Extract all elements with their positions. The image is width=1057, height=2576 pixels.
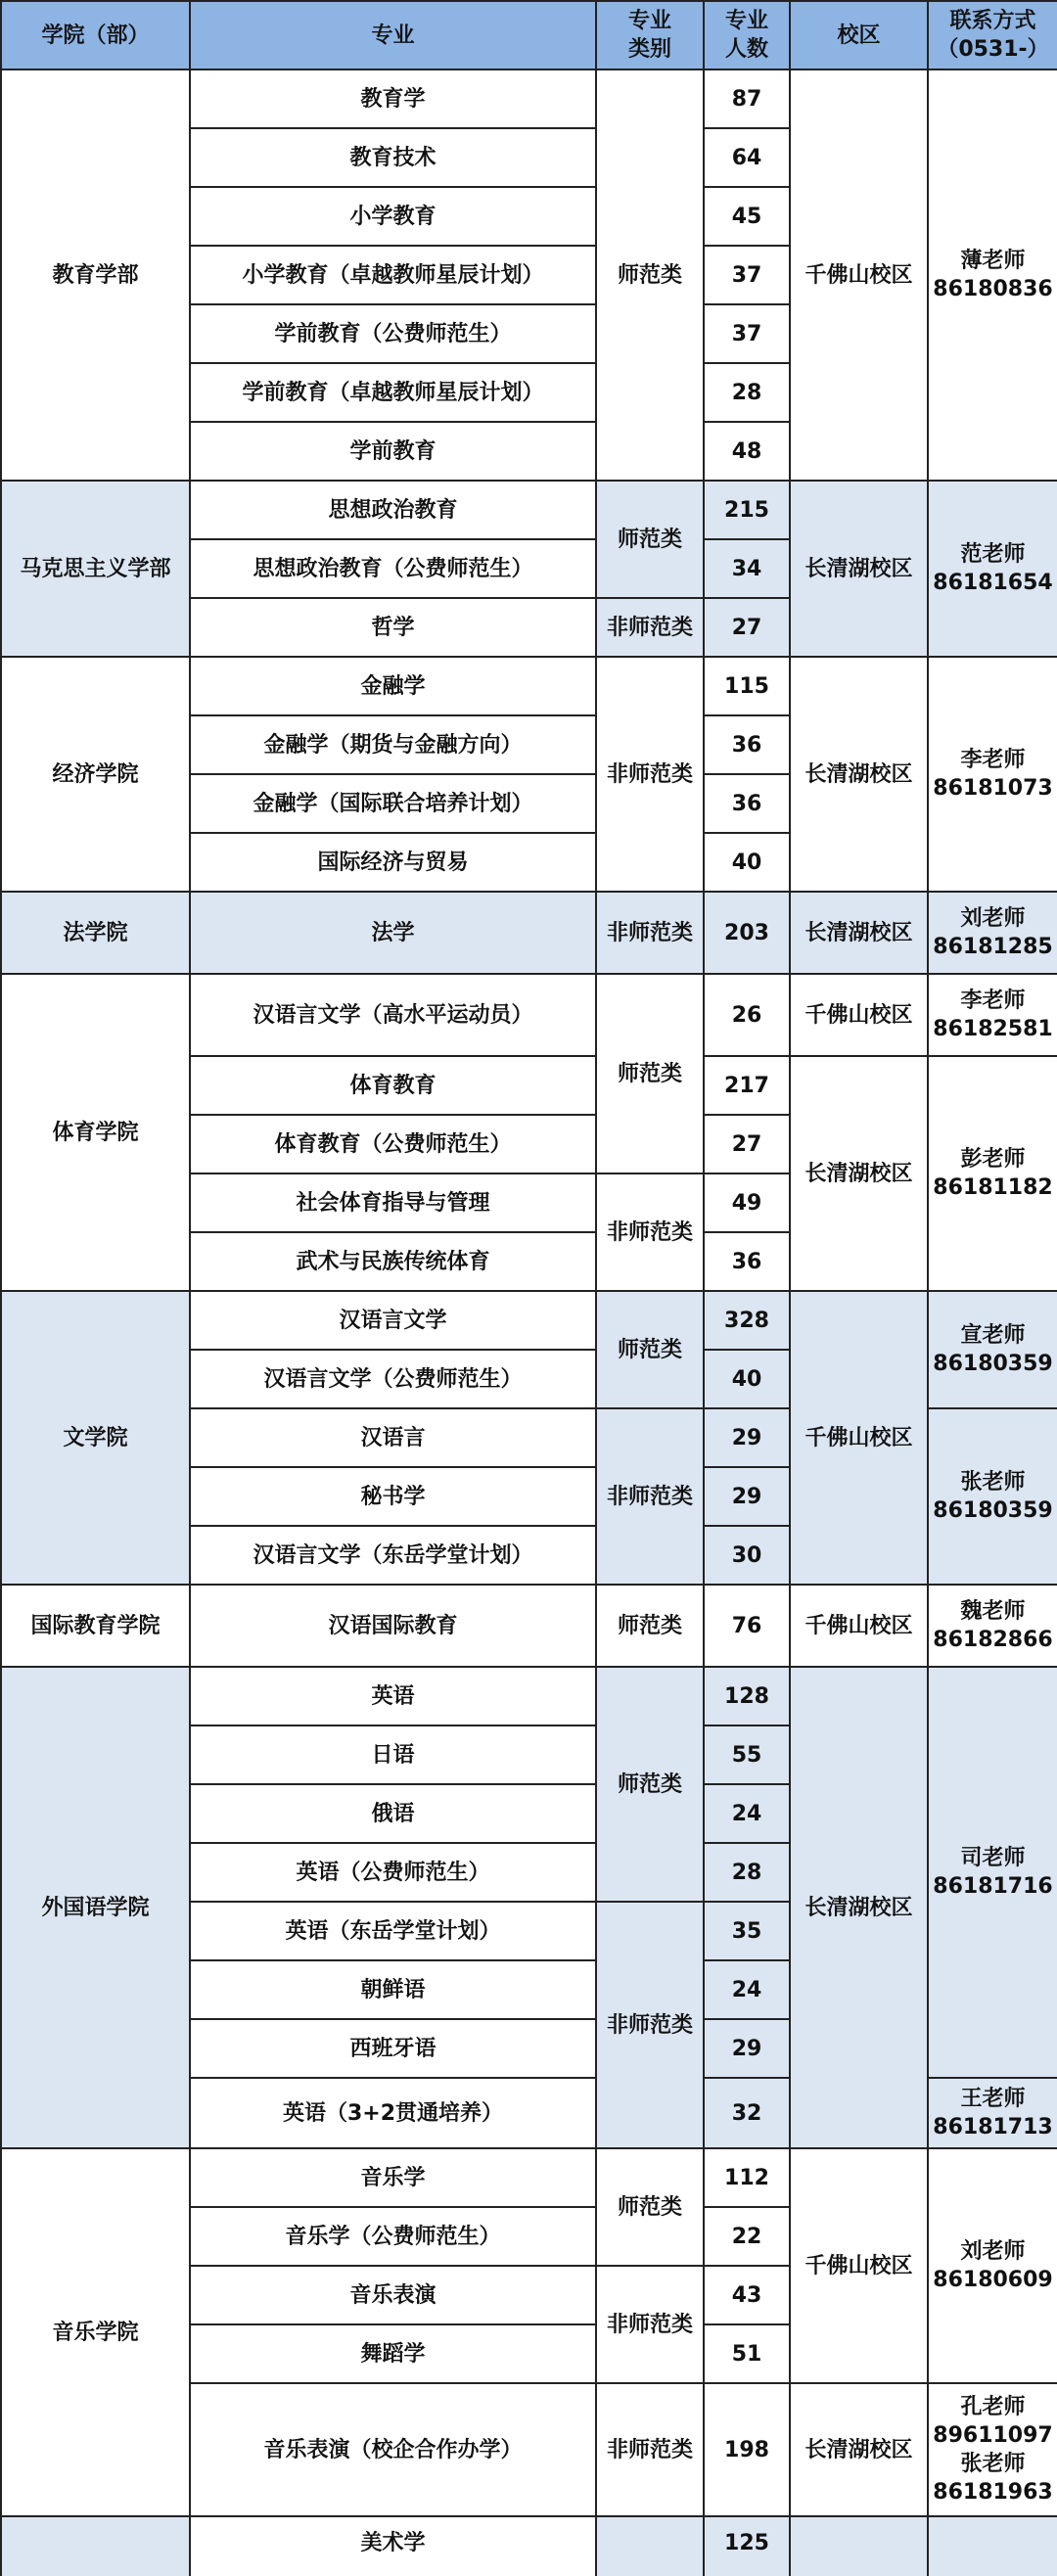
count-cell: 55 [704,1725,790,1784]
campus-cell: 长清湖校区 [790,1667,928,2148]
major-cell: 汉语言文学 [190,1291,596,1350]
count-cell: 37 [704,246,790,304]
count-cell: 45 [704,187,790,246]
college-cell: 马克思主义学部 [1,481,190,657]
count-cell: 36 [704,1232,790,1291]
contact-cell: 刘老师 86180609 [928,2148,1057,2383]
category-cell: 师范类 [596,1667,704,1902]
table-row [1,1585,1057,1667]
count-cell: 64 [704,128,790,187]
header-row [1,1,1057,69]
major-cell: 美术学 [190,2516,596,2576]
group-education [1,69,1057,481]
count-cell: 40 [704,1350,790,1408]
major-cell: 思想政治教育 [190,481,596,539]
major-cell: 教育技术 [190,128,596,187]
contact-cell: 宣老师 86180359 [928,1291,1057,1408]
contact-cell: 孔老师 89611097 张老师 86181963 [928,2383,1057,2516]
campus-cell: 千佛山校区 [790,2148,928,2383]
category-cell [596,2516,704,2576]
table-row [1,2516,1057,2576]
major-cell: 英语（3+2贯通培养） [190,2078,596,2148]
campus-cell: 千佛山校区 [790,69,928,481]
major-cell: 音乐表演（校企合作办学） [190,2383,596,2516]
group-literature [1,1291,1057,1585]
major-cell: 金融学 [190,657,596,715]
campus-cell: 长清湖校区 [790,481,928,657]
major-cell: 俄语 [190,1784,596,1843]
table-row [1,69,1057,128]
campus-cell: 长清湖校区 [790,1056,928,1291]
header-major: 专业 [190,1,596,69]
header-category: 专业 类别 [596,1,704,69]
major-cell: 学前教育（公费师范生） [190,304,596,363]
count-cell: 115 [704,657,790,715]
count-cell: 32 [704,2078,790,2148]
group-economics [1,657,1057,892]
college-cell: 外国语学院 [1,1667,190,2148]
campus-cell: 千佛山校区 [790,974,928,1056]
category-cell: 师范类 [596,1585,704,1667]
count-cell: 87 [704,69,790,128]
major-cell: 哲学 [190,598,596,657]
major-cell: 日语 [190,1725,596,1784]
contact-cell: 司老师 86181716 [928,1667,1057,2078]
major-cell: 金融学（期货与金融方向） [190,715,596,774]
count-cell: 217 [704,1056,790,1115]
table-row [1,2148,1057,2207]
category-cell: 师范类 [596,481,704,598]
major-cell: 音乐学 [190,2148,596,2207]
count-cell: 29 [704,1467,790,1526]
major-cell: 西班牙语 [190,2019,596,2078]
count-cell: 24 [704,1960,790,2019]
major-cell: 舞蹈学 [190,2324,596,2383]
campus-cell: 千佛山校区 [790,1585,928,1667]
group-international [1,1585,1057,1667]
count-cell: 125 [704,2516,790,2576]
campus-cell: 千佛山校区 [790,1291,928,1585]
college-cell: 音乐学院 [1,2148,190,2516]
category-cell: 师范类 [596,69,704,481]
category-cell: 师范类 [596,2148,704,2266]
contact-cell: 魏老师 86182866 [928,1585,1057,1667]
group-law [1,892,1057,974]
count-cell: 35 [704,1902,790,1960]
category-cell: 非师范类 [596,892,704,974]
count-cell: 40 [704,833,790,892]
category-cell: 师范类 [596,1291,704,1408]
major-cell: 英语（公费师范生） [190,1843,596,1902]
group-music [1,2148,1057,2516]
header-college: 学院（部） [1,1,190,69]
table-row [1,892,1057,974]
count-cell: 48 [704,422,790,481]
major-cell: 英语 [190,1667,596,1725]
table-row [1,974,1057,1056]
major-cell: 体育教育 [190,1056,596,1115]
category-cell: 师范类 [596,974,704,1173]
college-cell: 文学院 [1,1291,190,1585]
header-campus: 校区 [790,1,928,69]
contact-cell: 薄老师 86180836 [928,69,1057,481]
major-cell: 小学教育（卓越教师星辰计划） [190,246,596,304]
header-contact: 联系方式 （0531-） [928,1,1057,69]
header-count: 专业 人数 [704,1,790,69]
contact-cell: 李老师 86181073 [928,657,1057,892]
count-cell: 29 [704,2019,790,2078]
college-cell: 教育学部 [1,69,190,481]
major-cell: 汉语言 [190,1408,596,1467]
count-cell: 29 [704,1408,790,1467]
category-cell: 非师范类 [596,1173,704,1291]
major-cell: 国际经济与贸易 [190,833,596,892]
major-cell: 汉语国际教育 [190,1585,596,1667]
college-cell: 法学院 [1,892,190,974]
major-cell: 英语（东岳学堂计划） [190,1902,596,1960]
count-cell: 37 [704,304,790,363]
count-cell: 128 [704,1667,790,1725]
major-cell: 金融学（国际联合培养计划） [190,774,596,833]
category-cell: 非师范类 [596,2266,704,2383]
major-cell: 思想政治教育（公费师范生） [190,539,596,598]
count-cell: 76 [704,1585,790,1667]
college-cell: 体育学院 [1,974,190,1291]
category-cell: 非师范类 [596,1408,704,1585]
college-cell: 经济学院 [1,657,190,892]
count-cell: 203 [704,892,790,974]
major-cell: 武术与民族传统体育 [190,1232,596,1291]
count-cell: 34 [704,539,790,598]
major-cell: 汉语言文学（公费师范生） [190,1350,596,1408]
major-cell: 学前教育 [190,422,596,481]
count-cell: 49 [704,1173,790,1232]
count-cell: 28 [704,1843,790,1902]
campus-cell [790,2516,928,2576]
count-cell: 26 [704,974,790,1056]
contact-cell: 刘老师 86181285 [928,892,1057,974]
category-cell: 非师范类 [596,598,704,657]
contact-cell: 彭老师 86181182 [928,1056,1057,1291]
college-cell: 国际教育学院 [1,1585,190,1667]
table-row [1,481,1057,539]
major-cell: 朝鲜语 [190,1960,596,2019]
table-row [1,1667,1057,1725]
count-cell: 328 [704,1291,790,1350]
count-cell: 36 [704,715,790,774]
category-cell: 非师范类 [596,2383,704,2516]
group-foreign-languages [1,1667,1057,2148]
count-cell: 22 [704,2207,790,2266]
major-cell: 汉语言文学（高水平运动员） [190,974,596,1056]
contact-cell: 李老师 86182581 [928,974,1057,1056]
major-cell: 法学 [190,892,596,974]
major-cell: 教育学 [190,69,596,128]
category-cell: 非师范类 [596,1902,704,2148]
count-cell: 43 [704,2266,790,2324]
contact-cell [928,2516,1057,2576]
contact-cell: 王老师 86181713 [928,2078,1057,2148]
major-cell: 音乐表演 [190,2266,596,2324]
count-cell: 36 [704,774,790,833]
contact-cell: 范老师 86181654 [928,481,1057,657]
category-cell: 非师范类 [596,657,704,892]
group-marxism [1,481,1057,657]
count-cell: 28 [704,363,790,422]
count-cell: 30 [704,1526,790,1585]
campus-cell: 长清湖校区 [790,892,928,974]
major-cell: 小学教育 [190,187,596,246]
count-cell: 198 [704,2383,790,2516]
major-cell: 音乐学（公费师范生） [190,2207,596,2266]
count-cell: 215 [704,481,790,539]
major-cell: 学前教育（卓越教师星辰计划） [190,363,596,422]
count-cell: 27 [704,598,790,657]
group-art [1,2516,1057,2576]
group-sports [1,974,1057,1291]
major-cell: 汉语言文学（东岳学堂计划） [190,1526,596,1585]
count-cell: 51 [704,2324,790,2383]
count-cell: 27 [704,1115,790,1173]
count-cell: 24 [704,1784,790,1843]
table-row [1,657,1057,715]
major-cell: 体育教育（公费师范生） [190,1115,596,1173]
contact-cell: 张老师 86180359 [928,1408,1057,1585]
count-cell: 112 [704,2148,790,2207]
table-row [1,1291,1057,1350]
major-cell: 秘书学 [190,1467,596,1526]
campus-cell: 长清湖校区 [790,657,928,892]
college-cell [1,2516,190,2576]
campus-cell: 长清湖校区 [790,2383,928,2516]
major-cell: 社会体育指导与管理 [190,1173,596,1232]
